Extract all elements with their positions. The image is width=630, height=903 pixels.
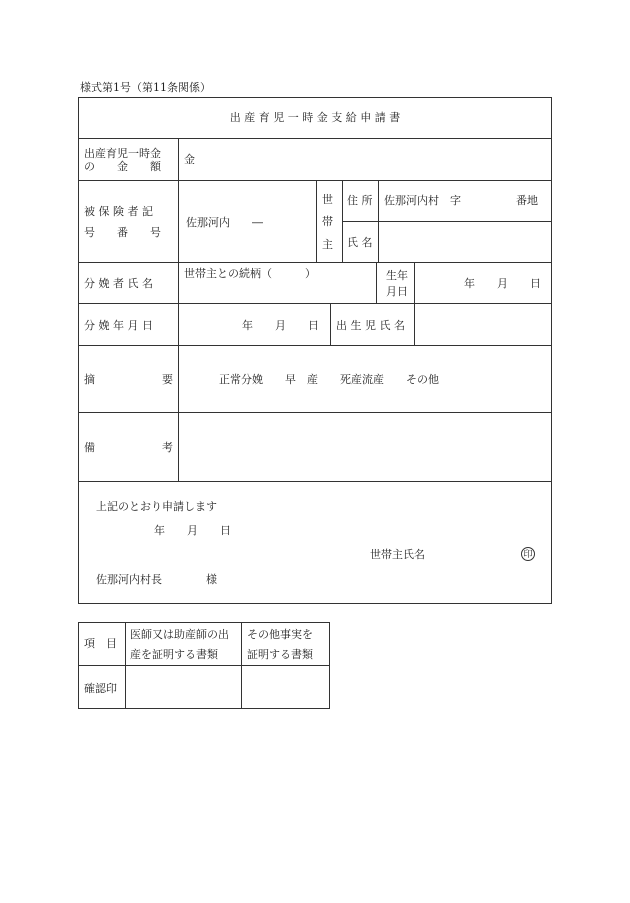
head-name-label: 氏 名	[347, 236, 373, 249]
household-head-label-char: 主	[322, 238, 333, 251]
doctor-cert-header-line1: 医師又は助産師の出	[130, 628, 229, 641]
relation-to-head: 世帯主との続柄（ ）	[184, 267, 316, 280]
column-divider	[316, 180, 317, 262]
declaration-statement: 上記のとおり申請します	[96, 500, 217, 513]
household-head-label-char: 世	[322, 193, 333, 206]
summary-label-char: 摘	[84, 373, 95, 386]
amount-prefix: 金	[184, 153, 195, 166]
row-divider	[342, 221, 552, 222]
other-cert-header-line1: その他事実を	[247, 628, 313, 641]
child-name-label: 出 生 児 氏 名	[336, 319, 405, 332]
dob-value: 年 月 日	[464, 277, 541, 290]
column-divider	[342, 180, 343, 262]
summary-label-char: 要	[162, 373, 173, 386]
row-divider	[78, 345, 552, 346]
birth-date-value: 年 月 日	[242, 319, 319, 332]
column-divider	[125, 622, 126, 709]
row-divider	[78, 138, 552, 139]
mother-name-label: 分 娩 者 氏 名	[84, 277, 153, 290]
insured-number-value: 佐那河内 ―	[186, 216, 263, 229]
addressee: 佐那河内村長 様	[96, 573, 217, 586]
row-divider	[78, 665, 330, 666]
row-divider	[78, 412, 552, 413]
row-divider	[78, 262, 552, 263]
confirmation-stamp-label: 確認印	[84, 682, 117, 695]
birth-date-label: 分 娩 年 月 日	[84, 319, 153, 332]
column-divider	[330, 303, 331, 345]
insured-number-label-line1: 被 保 険 者 記	[84, 205, 153, 218]
column-divider	[378, 180, 379, 262]
delivery-type-options: 正常分娩 早 産 死産流産 その他	[219, 373, 439, 386]
doctor-cert-header-line2: 産を証明する書類	[130, 648, 218, 661]
other-cert-header-line2: 証明する書類	[247, 648, 313, 661]
application-date: 年 月 日	[154, 524, 231, 537]
form-number-label: 様式第1号（第11条関係）	[80, 81, 211, 94]
household-head-label-char: 帯	[322, 215, 333, 228]
dob-label-line2: 月日	[386, 285, 408, 298]
dob-label-line1: 生年	[386, 269, 408, 282]
remarks-label-char: 考	[162, 441, 173, 454]
amount-label-line2: の 金 額	[84, 160, 161, 173]
label-column-divider	[178, 138, 179, 481]
seal-mark: 印	[521, 547, 535, 561]
form-title: 出 産 育 児 一 時 金 支 給 申 請 書	[229, 111, 401, 124]
address-label: 住 所	[347, 194, 373, 207]
row-divider	[78, 180, 552, 181]
amount-label-line1: 出産育児一時金	[84, 147, 161, 160]
row-divider	[78, 303, 552, 304]
item-label: 項 目	[84, 637, 117, 650]
application-form	[78, 97, 552, 604]
column-divider	[376, 262, 377, 303]
column-divider	[241, 622, 242, 709]
address-value: 佐那河内村 字 番地	[384, 194, 538, 207]
applicant-name-label: 世帯主氏名	[370, 548, 425, 561]
insured-number-label-line2: 号 番 号	[84, 226, 161, 239]
remarks-label-char: 備	[84, 441, 95, 454]
column-divider	[414, 262, 415, 345]
row-divider	[78, 481, 552, 482]
